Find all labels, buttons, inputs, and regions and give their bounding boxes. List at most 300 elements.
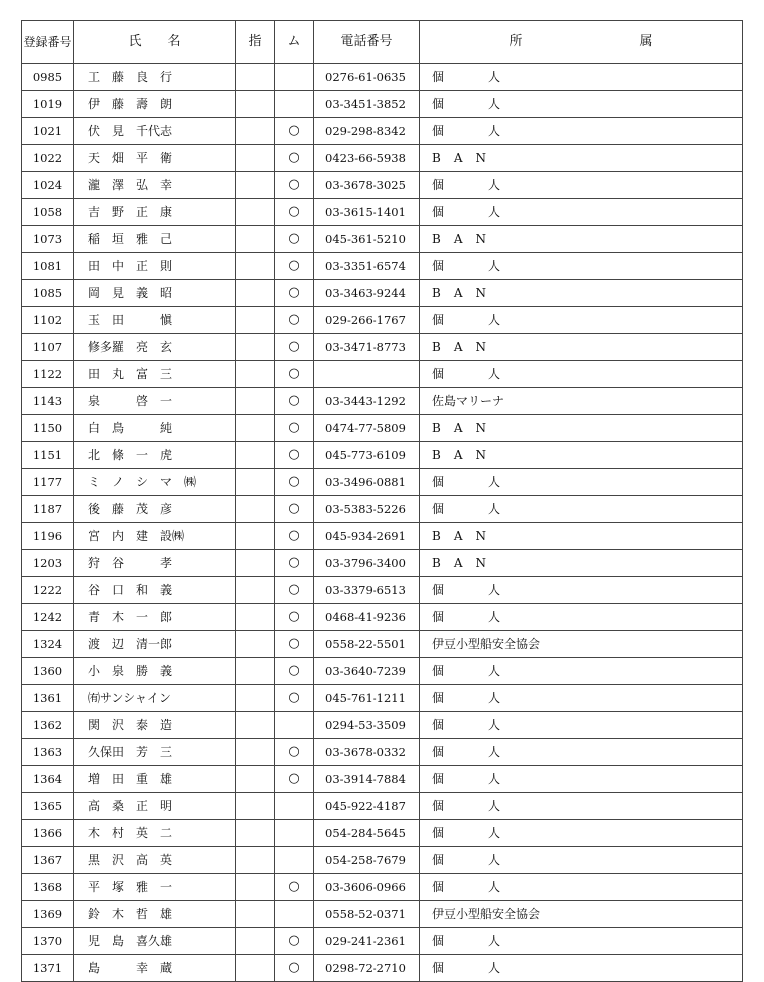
shi-mark-cell: [236, 793, 275, 820]
registration-number: 1151: [22, 442, 74, 469]
member-name: [74, 253, 236, 280]
member-name-text: 小 泉 勝 義: [88, 664, 173, 678]
registration-number: 1150: [22, 415, 74, 442]
mu-mark-cell: [275, 901, 314, 928]
member-name-text: 高 桑 正 明: [88, 799, 173, 813]
registration-number: 1143: [22, 388, 74, 415]
member-name-text: 稲 垣 雅 己: [88, 232, 173, 246]
registration-number: 1364: [22, 766, 74, 793]
table-row: [22, 442, 743, 469]
registration-number: 1187: [22, 496, 74, 523]
registration-number: 1021: [22, 118, 74, 145]
mu-mark-cell: ○: [275, 631, 314, 658]
shi-mark-cell: [236, 280, 275, 307]
phone-number: 045-773-6109: [314, 442, 420, 469]
phone-number: 029-298-8342: [314, 118, 420, 145]
affiliation-text: 個 人: [432, 826, 500, 840]
header-name: 氏 名: [74, 21, 236, 64]
phone-number: 0558-22-5501: [314, 631, 420, 658]
member-name: [74, 469, 236, 496]
phone-number: 03-5383-5226: [314, 496, 420, 523]
registration-number: 1019: [22, 91, 74, 118]
table-row: [22, 901, 743, 928]
phone-number: 03-3496-0881: [314, 469, 420, 496]
phone-number: 045-361-5210: [314, 226, 420, 253]
affiliation-text: 個 人: [432, 259, 500, 273]
registration-number: 1360: [22, 658, 74, 685]
shi-mark-cell: [236, 469, 275, 496]
affiliation-text: BAN: [432, 529, 499, 543]
mu-mark-cell: [275, 91, 314, 118]
mu-mark-cell: ○: [275, 739, 314, 766]
member-name: [74, 550, 236, 577]
affiliation-text: 佐島マリーナ: [432, 394, 505, 408]
registration-number: 1366: [22, 820, 74, 847]
affiliation-text: 個 人: [432, 124, 500, 138]
phone-number: 054-284-5645: [314, 820, 420, 847]
mu-mark-cell: [275, 793, 314, 820]
member-name-text: 久保田 芳 三: [88, 745, 173, 759]
phone-number: 0474-77-5809: [314, 415, 420, 442]
registration-number: 1022: [22, 145, 74, 172]
member-name: [74, 361, 236, 388]
shi-mark-cell: [236, 253, 275, 280]
phone-number: 03-3606-0966: [314, 874, 420, 901]
table-row: [22, 334, 743, 361]
shi-mark-cell: [236, 739, 275, 766]
member-name: [74, 685, 236, 712]
mu-mark-cell: ○: [275, 928, 314, 955]
phone-number: 03-3796-3400: [314, 550, 420, 577]
phone-number: 045-761-1211: [314, 685, 420, 712]
affiliation-text: BAN: [432, 340, 499, 354]
mu-mark-cell: ○: [275, 523, 314, 550]
phone-number: 0298-72-2710: [314, 955, 420, 982]
member-name: [74, 604, 236, 631]
member-name-text: 谷 口 和 義: [88, 583, 173, 597]
member-name: [74, 388, 236, 415]
affiliation-text: 個 人: [432, 502, 500, 516]
affiliation: [420, 64, 743, 91]
shi-mark-cell: [236, 91, 275, 118]
shi-mark-cell: [236, 415, 275, 442]
phone-number: 029-266-1767: [314, 307, 420, 334]
mu-mark-cell: ○: [275, 280, 314, 307]
member-name: [74, 199, 236, 226]
registration-number: 0985: [22, 64, 74, 91]
member-name: [74, 766, 236, 793]
member-name-text: 宮 内 建 設㈱: [88, 529, 185, 543]
member-name: [74, 91, 236, 118]
phone-number: 054-258-7679: [314, 847, 420, 874]
affiliation: [420, 685, 743, 712]
affiliation: [420, 658, 743, 685]
affiliation: [420, 550, 743, 577]
affiliation: [420, 496, 743, 523]
member-name-text: 田 丸 富 三: [88, 367, 173, 381]
table-row: [22, 955, 743, 982]
affiliation: [420, 388, 743, 415]
registration-number: 1102: [22, 307, 74, 334]
member-name-text: 北 條 一 虎: [88, 448, 173, 462]
affiliation-text: 個 人: [432, 583, 500, 597]
table-row: [22, 280, 743, 307]
member-name-text: 瀧 澤 弘 幸: [88, 178, 173, 192]
phone-number: 045-934-2691: [314, 523, 420, 550]
shi-mark-cell: [236, 496, 275, 523]
table-row: [22, 91, 743, 118]
phone-number: 0294-53-3509: [314, 712, 420, 739]
table-row: [22, 577, 743, 604]
affiliation-text: 個 人: [432, 853, 500, 867]
mu-mark-cell: ○: [275, 253, 314, 280]
affiliation-text: 個 人: [432, 745, 500, 759]
table-row: [22, 253, 743, 280]
shi-mark-cell: [236, 64, 275, 91]
mu-mark-cell: ○: [275, 685, 314, 712]
registration-number: 1242: [22, 604, 74, 631]
mu-mark-cell: ○: [275, 469, 314, 496]
registration-number: 1367: [22, 847, 74, 874]
member-name-text: 後 藤 茂 彦: [88, 502, 173, 516]
shi-mark-cell: [236, 334, 275, 361]
shi-mark-cell: [236, 901, 275, 928]
affiliation: [420, 91, 743, 118]
phone-number: 03-3351-6574: [314, 253, 420, 280]
affiliation: [420, 793, 743, 820]
member-name: [74, 901, 236, 928]
affiliation-text: 個 人: [432, 70, 500, 84]
member-name: [74, 415, 236, 442]
table-row: [22, 469, 743, 496]
member-name-text: 天 畑 平 衛: [88, 151, 173, 165]
registration-number: 1371: [22, 955, 74, 982]
table-row: [22, 64, 743, 91]
phone-number: 03-3443-1292: [314, 388, 420, 415]
affiliation: [420, 334, 743, 361]
affiliation-text: BAN: [432, 232, 499, 246]
member-name-text: 島 幸 蔵: [88, 961, 173, 975]
member-name-text: 黒 沢 高 英: [88, 853, 173, 867]
member-name-text: ㈲サンシャイン: [88, 691, 171, 705]
affiliation-text: 個 人: [432, 205, 500, 219]
table-row: [22, 631, 743, 658]
mu-mark-cell: ○: [275, 118, 314, 145]
header-shi: 指: [236, 21, 275, 64]
affiliation-text: 個 人: [432, 880, 500, 894]
affiliation: [420, 361, 743, 388]
affiliation-text: BAN: [432, 151, 499, 165]
affiliation-text: 個 人: [432, 313, 500, 327]
mu-mark-cell: ○: [275, 955, 314, 982]
shi-mark-cell: [236, 928, 275, 955]
shi-mark-cell: [236, 442, 275, 469]
member-name: [74, 712, 236, 739]
phone-number: 03-3678-0332: [314, 739, 420, 766]
affiliation: [420, 739, 743, 766]
registration-number: 1073: [22, 226, 74, 253]
mu-mark-cell: ○: [275, 334, 314, 361]
phone-number: 0276-61-0635: [314, 64, 420, 91]
affiliation: [420, 523, 743, 550]
member-name-text: 伊 藤 壽 朗: [88, 97, 173, 111]
affiliation-text: 個 人: [432, 772, 500, 786]
affiliation: [420, 199, 743, 226]
mu-mark-cell: ○: [275, 307, 314, 334]
affiliation: [420, 118, 743, 145]
table-row: [22, 118, 743, 145]
table-row: [22, 388, 743, 415]
shi-mark-cell: [236, 118, 275, 145]
affiliation-text: 伊豆小型船安全協会: [432, 907, 541, 921]
member-name-text: 児 島 喜久雄: [88, 934, 173, 948]
affiliation-text: BAN: [432, 286, 499, 300]
member-name: [74, 739, 236, 766]
affiliation-text: BAN: [432, 421, 499, 435]
mu-mark-cell: ○: [275, 361, 314, 388]
table-row: [22, 172, 743, 199]
table-row: [22, 361, 743, 388]
member-name: [74, 172, 236, 199]
member-registry-table: [21, 20, 743, 982]
member-name-text: 泉 啓 一: [88, 394, 173, 408]
mu-mark-cell: ○: [275, 442, 314, 469]
shi-mark-cell: [236, 307, 275, 334]
member-name: [74, 226, 236, 253]
shi-mark-cell: [236, 550, 275, 577]
affiliation: [420, 253, 743, 280]
registration-number: 1085: [22, 280, 74, 307]
affiliation: [420, 280, 743, 307]
affiliation: [420, 874, 743, 901]
registration-number: 1370: [22, 928, 74, 955]
affiliation: [420, 955, 743, 982]
shi-mark-cell: [236, 523, 275, 550]
affiliation: [420, 604, 743, 631]
member-name: [74, 118, 236, 145]
registration-number: 1122: [22, 361, 74, 388]
member-name-text: 白 鳥 純: [88, 421, 173, 435]
shi-mark-cell: [236, 955, 275, 982]
member-name-text: 狩 谷 孝: [88, 556, 173, 570]
shi-mark-cell: [236, 658, 275, 685]
affiliation: [420, 469, 743, 496]
affiliation: [420, 145, 743, 172]
shi-mark-cell: [236, 604, 275, 631]
registration-number: 1368: [22, 874, 74, 901]
table-row: [22, 604, 743, 631]
mu-mark-cell: ○: [275, 226, 314, 253]
registration-number: 1222: [22, 577, 74, 604]
mu-mark-cell: ○: [275, 604, 314, 631]
registration-number: 1324: [22, 631, 74, 658]
phone-number: 03-3463-9244: [314, 280, 420, 307]
shi-mark-cell: [236, 577, 275, 604]
phone-number: 03-3451-3852: [314, 91, 420, 118]
phone-number: 045-922-4187: [314, 793, 420, 820]
member-name: [74, 577, 236, 604]
table-row: [22, 712, 743, 739]
mu-mark-cell: [275, 64, 314, 91]
mu-mark-cell: [275, 847, 314, 874]
member-name-text: 工 藤 良 行: [88, 70, 173, 84]
header-phone: 電話番号: [314, 21, 420, 64]
registration-number: 1177: [22, 469, 74, 496]
table-row: [22, 523, 743, 550]
table-row: [22, 793, 743, 820]
shi-mark-cell: [236, 874, 275, 901]
registration-number: 1361: [22, 685, 74, 712]
shi-mark-cell: [236, 712, 275, 739]
member-name: [74, 145, 236, 172]
member-name: [74, 793, 236, 820]
table-row: [22, 928, 743, 955]
affiliation-text: 個 人: [432, 367, 500, 381]
table-row: [22, 226, 743, 253]
member-name: [74, 928, 236, 955]
mu-mark-cell: ○: [275, 577, 314, 604]
affiliation-text: 個 人: [432, 934, 500, 948]
mu-mark-cell: ○: [275, 766, 314, 793]
shi-mark-cell: [236, 631, 275, 658]
registration-number: 1363: [22, 739, 74, 766]
member-name-text: 玉 田 愼: [88, 313, 173, 327]
affiliation-text: 個 人: [432, 97, 500, 111]
member-name-text: 伏 見 千代志: [88, 124, 173, 138]
shi-mark-cell: [236, 685, 275, 712]
mu-mark-cell: ○: [275, 199, 314, 226]
member-name: [74, 64, 236, 91]
registration-number: 1081: [22, 253, 74, 280]
table-row: [22, 496, 743, 523]
shi-mark-cell: [236, 172, 275, 199]
mu-mark-cell: ○: [275, 874, 314, 901]
phone-number: 03-3615-1401: [314, 199, 420, 226]
affiliation-text: BAN: [432, 448, 499, 462]
affiliation-text: BAN: [432, 556, 499, 570]
registration-number: 1196: [22, 523, 74, 550]
affiliation-text: 個 人: [432, 610, 500, 624]
registration-number: 1365: [22, 793, 74, 820]
shi-mark-cell: [236, 766, 275, 793]
affiliation: [420, 226, 743, 253]
member-name: [74, 820, 236, 847]
member-name: [74, 523, 236, 550]
affiliation-text: 個 人: [432, 691, 500, 705]
table-row: [22, 685, 743, 712]
member-name: [74, 307, 236, 334]
shi-mark-cell: [236, 388, 275, 415]
member-name: [74, 874, 236, 901]
member-name-text: 鈴 木 哲 雄: [88, 907, 173, 921]
table-row: [22, 766, 743, 793]
shi-mark-cell: [236, 145, 275, 172]
member-name: [74, 280, 236, 307]
affiliation: [420, 415, 743, 442]
mu-mark-cell: ○: [275, 658, 314, 685]
mu-mark-cell: ○: [275, 388, 314, 415]
shi-mark-cell: [236, 820, 275, 847]
member-name-text: 修多羅 亮 玄: [88, 340, 173, 354]
phone-number: [314, 361, 420, 388]
shi-mark-cell: [236, 199, 275, 226]
table-row: [22, 658, 743, 685]
phone-number: 0558-52-0371: [314, 901, 420, 928]
member-name-text: 関 沢 泰 造: [88, 718, 173, 732]
member-name: [74, 442, 236, 469]
affiliation-text: 個 人: [432, 718, 500, 732]
affiliation: [420, 712, 743, 739]
member-name: [74, 496, 236, 523]
table-row: [22, 415, 743, 442]
registration-number: 1369: [22, 901, 74, 928]
table-row: [22, 550, 743, 577]
phone-number: 0468-41-9236: [314, 604, 420, 631]
table-row: [22, 199, 743, 226]
member-name-text: 田 中 正 則: [88, 259, 173, 273]
member-name-text: 増 田 重 雄: [88, 772, 173, 786]
affiliation: [420, 820, 743, 847]
shi-mark-cell: [236, 226, 275, 253]
affiliation: [420, 766, 743, 793]
member-name-text: 渡 辺 清一郎: [88, 637, 173, 651]
phone-number: 029-241-2361: [314, 928, 420, 955]
mu-mark-cell: ○: [275, 415, 314, 442]
registration-number: 1362: [22, 712, 74, 739]
affiliation: [420, 631, 743, 658]
affiliation-text: 個 人: [432, 178, 500, 192]
phone-number: 03-3678-3025: [314, 172, 420, 199]
table-row: [22, 820, 743, 847]
member-name-text: 岡 見 義 昭: [88, 286, 173, 300]
affiliation: [420, 307, 743, 334]
shi-mark-cell: [236, 361, 275, 388]
table-row: [22, 739, 743, 766]
mu-mark-cell: ○: [275, 172, 314, 199]
phone-number: 03-3914-7884: [314, 766, 420, 793]
affiliation-text: 個 人: [432, 475, 500, 489]
registration-number: 1058: [22, 199, 74, 226]
phone-number: 03-3471-8773: [314, 334, 420, 361]
affiliation: [420, 577, 743, 604]
header-mu: ム: [275, 21, 314, 64]
affiliation: [420, 442, 743, 469]
member-name-text: 木 村 英 二: [88, 826, 173, 840]
header-affiliation: 所 属: [420, 21, 743, 64]
registration-number: 1024: [22, 172, 74, 199]
member-name-text: 平 塚 雅 一: [88, 880, 173, 894]
table-row: [22, 874, 743, 901]
member-name: [74, 847, 236, 874]
mu-mark-cell: ○: [275, 496, 314, 523]
affiliation: [420, 901, 743, 928]
member-name-text: 青 木 一 郎: [88, 610, 173, 624]
phone-number: 03-3379-6513: [314, 577, 420, 604]
affiliation-text: 伊豆小型船安全協会: [432, 637, 541, 651]
affiliation: [420, 847, 743, 874]
affiliation: [420, 172, 743, 199]
affiliation-text: 個 人: [432, 799, 500, 813]
member-name: [74, 334, 236, 361]
header-row: [22, 21, 743, 64]
affiliation-text: 個 人: [432, 664, 500, 678]
member-name-text: ミ ノ シ マ ㈱: [88, 475, 197, 489]
affiliation: [420, 928, 743, 955]
member-name: [74, 955, 236, 982]
table-row: [22, 307, 743, 334]
member-name: [74, 658, 236, 685]
mu-mark-cell: [275, 820, 314, 847]
